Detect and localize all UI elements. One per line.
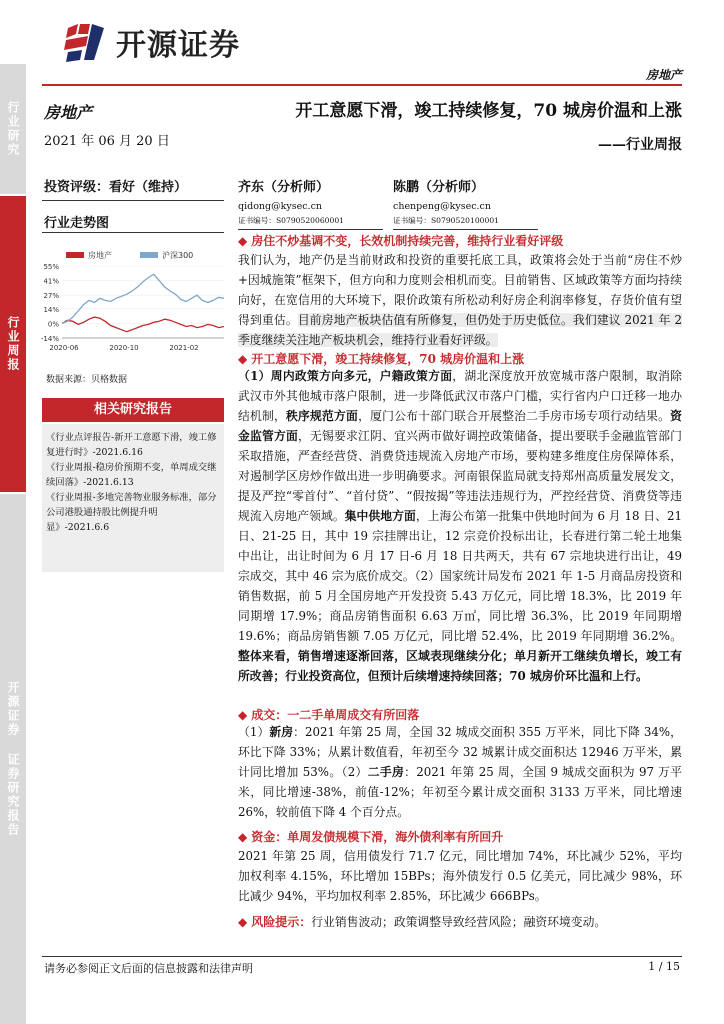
para-bold: 新房 xyxy=(269,725,294,739)
para-text: （1） xyxy=(238,725,270,739)
y-tick-label: 14% xyxy=(43,305,59,314)
author-name: 陈鹏（分析师） xyxy=(393,180,485,195)
section-heading-text: 资金：单周发债规模下滑，海外债利率有所回升 xyxy=(251,830,504,844)
section-heading xyxy=(238,350,524,367)
side-tab-research: 行业研究 xyxy=(0,64,26,194)
para-text: ：2021 年第 25 周，全国 32 城成交面积 355 万平米，同比下降 34%，环比下降 33%；从累计数值看，年初至今 32 城累计成交面积达 12946 万平米，累计同比增加 53%。（2） xyxy=(238,725,682,779)
related-reports-header: 相关研究报告 xyxy=(42,398,224,422)
trend-chart-title: 行业走势图 xyxy=(44,216,110,231)
y-tick-label: 41% xyxy=(43,277,59,286)
legend-swatch xyxy=(140,252,158,258)
author-email[interactable]: qidong@kysec.cn xyxy=(238,201,323,212)
para-bold: 整体来看，销售增速逐渐回落，区域表现继续分化；单月新开工继续负增长，竣工有所改善；行业投资高位，但预计后续增速持续回落；70 城房价环比温和上行。 xyxy=(238,649,682,683)
risk-line xyxy=(238,912,682,932)
section-paragraph xyxy=(238,722,682,822)
y-tick-label: 0% xyxy=(47,320,59,329)
brand-name: 开源证券 xyxy=(116,28,240,63)
trend-chart xyxy=(36,246,228,362)
side-tab-weekly: 行业周报 xyxy=(0,196,26,492)
section-heading xyxy=(238,706,419,723)
diamond-bullet-icon: ◆ xyxy=(238,352,248,366)
related-report-item[interactable]: 《行业周报-多地完善物业服务标准，部分公司港股通持股比例提升明显》-2021.6.6 xyxy=(46,492,217,533)
section-heading-text: 房住不炒基调不变，长效机制持续完善，维持行业看好评级 xyxy=(251,234,564,248)
y-tick-label: 27% xyxy=(43,292,59,301)
side-tab-brand: 开源证券 证券研究报告 xyxy=(0,494,26,1024)
footer-divider xyxy=(42,956,682,957)
legend-swatch xyxy=(66,252,84,258)
header-industry-tag: 房地产 xyxy=(645,68,682,82)
risk-heading xyxy=(238,915,311,929)
investment-rating: 投资评级：看好（维持） xyxy=(44,180,188,195)
section-paragraph xyxy=(238,250,682,350)
para-bold: 资金监管方面 xyxy=(238,409,682,443)
section-paragraph xyxy=(238,366,682,686)
header-divider xyxy=(42,84,682,86)
diamond-bullet-icon: ◆ xyxy=(238,234,248,248)
brand-mark-icon xyxy=(64,20,108,64)
legend-label: 沪深300 xyxy=(162,251,194,260)
risk-heading-text: 风险提示： xyxy=(251,915,312,929)
author-cert: 证书编号：S0790520060001 xyxy=(238,216,344,225)
brand-logo xyxy=(64,18,240,66)
section-heading xyxy=(238,232,563,249)
legend-label: 房地产 xyxy=(88,251,112,260)
series-line-real-estate xyxy=(62,317,224,332)
x-tick-label: 2020-10 xyxy=(109,344,139,352)
para-highlight: 目前房地产板块估值有所修复，但仍处于历史低位。 xyxy=(297,313,573,327)
author-email[interactable]: chenpeng@kysec.cn xyxy=(393,201,491,212)
risk-text: 行业销售波动；政策调整导致经营风险；融资环境变动。 xyxy=(311,915,607,929)
disclaimer-link[interactable]: 请务必参阅正文后面的信息披露和法律声明 xyxy=(44,962,253,975)
para-text: ：2021 年第 25 周，全国 9 城成交面积为 97 万平米，同比增速-38%，前值-12%；年初至今累计成交面积 3133 万平米，同比增速 26%，较前值下降 4 个百分点。 xyxy=(238,765,682,819)
para-text: ，湖北深度放开放宽城市落户限制，取消除武汉市外其他城市落户限制，进一步降低武汉市落户门槛，实行省内户口迁移一地办结机制， xyxy=(238,369,682,423)
section-heading xyxy=(238,828,503,845)
author-card xyxy=(238,176,383,230)
x-tick-label: 2020-06 xyxy=(49,344,79,352)
diamond-bullet-icon: ◆ xyxy=(238,708,248,722)
report-subtitle: ——行业周报 xyxy=(598,137,682,153)
para-bold: 二手房 xyxy=(367,765,405,779)
industry-label: 房地产 xyxy=(44,103,93,122)
section-heading-text: 成交：一二手单周成交有所回落 xyxy=(251,708,420,722)
section-paragraph: 2021 年第 25 周，信用债发行 71.7 亿元，同比增加 74%，环比减少 52%，平均加权利率 4.15%，环比增加 15BPs；海外债发行 0.5 亿美元，同比减少 98%，环比减少 94%，平均加权利率 2.85%，环比减少 666BPs。 xyxy=(238,849,682,903)
y-tick-label: -14% xyxy=(40,335,59,343)
page-number: 1 / 15 xyxy=(648,960,680,973)
data-source: 数据来源：贝格数据 xyxy=(46,375,128,385)
left-divider xyxy=(42,232,224,233)
para-bold: 秩序规范方面 xyxy=(286,409,359,423)
author-card xyxy=(393,176,538,230)
author-name: 齐东（分析师） xyxy=(238,180,330,195)
report-date: 2021 年 06 月 20 日 xyxy=(44,134,170,149)
para-bold: 集中供地方面 xyxy=(344,509,416,523)
y-tick-label: 55% xyxy=(43,263,59,271)
author-cert: 证书编号：S0790520100001 xyxy=(393,216,499,225)
related-report-item[interactable]: 《行业周报-稳房价预期不变，单周成交继续回落》-2021.6.13 xyxy=(46,462,217,488)
related-reports-list xyxy=(42,424,224,572)
para-text: ，无锡要求江阴、宜兴两市做好调控政策储备，提出要联手金融监管部门采取措施，严查经营贷、消费贷违规流入房地产市场，要构建多维度住房保障体系，对遏制学区房炒作做出进一步明确要求。河南银保监局就支持郑州高质量发展发文，提及严控“零首付”、“首付贷”、“假按揭”等违法违规行为，严控经营贷、消费贷等违规流入房地产领域。 xyxy=(238,429,682,523)
section-heading-text: 开工意愿下滑，竣工持续修复，70 城房价温和上涨 xyxy=(251,352,525,366)
diamond-bullet-icon: ◆ xyxy=(238,915,248,929)
para-text: ，上海公布第一批集中供地时间为 6 月 18 日、21 日、21-25 日，其中 19 宗挂牌出让，12 宗竞价投标出让，长春进行第二轮土地集中出让，出让时间为 6 月 17 日-6 月 18 日共两天，共有 67 宗地块进行出让，49 宗成交，其中 46 宗为底价成交。（2）国家统计局发布 2021 年 1-5 月商品房投资和销售数据，前 5 月全国房地产开发投资 5.43 万亿元，同比增 18.3%，比 2019 年同期增 17.9%；商品房销售面积 6.63 万㎡，同比增 36.3%，比 2019 年同期增 19.6%；商品房销售额 7.05 万亿元，同比增 52.4%，比 2019 年同期增 36.2%。 xyxy=(238,509,682,643)
para-highlight: 我们建议 2021 年 2 季度继续关注地产板块机会，维持行业看好评级。 xyxy=(238,313,682,347)
x-tick-label: 2021-02 xyxy=(169,344,199,352)
para-text: 我们认为，地产仍是当前财政和投资的重要托底工具，政策将会处于当前“房住不炒+因城施策”框架下，但方向和力度则会相机而变。目前销售、区域政策等方面均持续向好，在宽信用的大环境下，限价政策有所松动利好房企利润率修复，存货价值有望得到重估。 xyxy=(238,253,682,327)
left-divider xyxy=(42,200,224,201)
para-bold: （1）周内政策方向多元，户籍政策方面 xyxy=(238,369,453,383)
para-text: ，厦门公布十部门联合开展整治二手房市场专项行动结果。 xyxy=(358,409,671,423)
report-title: 开工意愿下滑，竣工持续修复，70 城房价温和上涨 xyxy=(295,101,682,121)
series-line-csi300 xyxy=(62,274,224,323)
related-report-item[interactable]: 《行业点评报告-新开工意愿下滑，竣工修复进行时》-2021.6.16 xyxy=(46,432,217,458)
diamond-bullet-icon: ◆ xyxy=(238,830,248,844)
